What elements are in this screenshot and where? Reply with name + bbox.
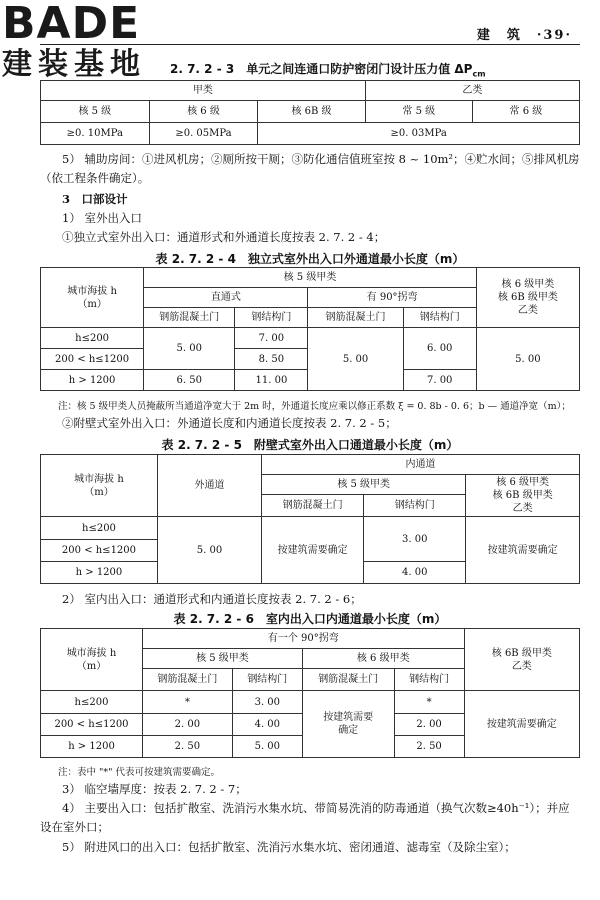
t3-val: ≥0. 05MPa [149, 123, 258, 145]
t6-head-city: 城市海拔 h （m） [41, 629, 143, 691]
table-3 [40, 80, 580, 145]
table-4-caption: 表 2. 7. 2 - 4 独立式室外出入口外通道最小长度（m） [155, 252, 465, 266]
table-4 [40, 267, 580, 391]
t3-col: 核 5 级 [41, 101, 150, 123]
t6-cell: 2. 50 [394, 735, 464, 757]
para-attached-entrance: ②附壁式室外出入口：外通道长度和内通道长度按表 2. 7. 2 - 5； [62, 416, 397, 430]
t3-val: ≥0. 10MPa [41, 123, 150, 145]
t6-cell: * [143, 691, 233, 713]
para-air-intake-entrance: 5） 附进风口的出入口：包括扩散室、洗消污水集水坑、密闭通道、滤毒室（及除尘室）； [62, 840, 516, 854]
t4-cell: 5. 00 [144, 328, 235, 370]
t5-row-label: 200 < h≤1200 [41, 539, 158, 561]
t4-head-steel: 钢结构门 [403, 308, 476, 328]
t4-cell: 11. 00 [235, 370, 308, 391]
para-independent-entrance: ①独立式室外出入口：通道形式和外通道长度按表 2. 7. 2 - 4； [62, 230, 386, 244]
t5-head-city: 城市海拔 h （m） [41, 455, 158, 517]
t3-col: 核 6 级 [149, 101, 258, 123]
para-indoor-entrance: 2） 室内出入口：通道形式和内通道长度按表 2. 7. 2 - 6； [62, 592, 362, 606]
t4-head-rc: 钢筋混凝土门 [144, 308, 235, 328]
t3-val: ≥0. 03MPa [258, 123, 580, 145]
table-5-caption: 表 2. 7. 2 - 5 附壁式室外出入口通道最小长度（m） [161, 438, 459, 452]
t6-cell: 按建筑需要 确定 [302, 691, 394, 758]
t5-head-rc: 钢筋混凝土门 [262, 495, 364, 517]
t5-head-k5: 核 5 级甲类 [262, 475, 466, 495]
table-6 [40, 628, 580, 758]
t4-cell: 8. 50 [235, 349, 308, 370]
t6-cell: 2. 00 [143, 713, 233, 735]
t4-row-label: 200 < h≤1200 [41, 349, 144, 370]
header-rule [40, 44, 580, 45]
t3-col: 常 6 级 [472, 101, 579, 123]
t6-head-k6: 核 6 级甲类 [302, 649, 464, 669]
table-4-note: 注：核 5 级甲类人员掩蔽所当通道净宽大于 2m 时，外通道长度应乘以修正系数 ξ = 0. 8b - 0. 6；b — 通道净宽（m）； [58, 401, 571, 412]
para-wall-thickness: 3） 临空墙厚度：按表 2. 7. 2 - 7； [62, 782, 247, 796]
table-3-caption: 2. 7. 2 - 3 单元之间连通口防护密闭门设计压力值 $\Delta P_{cm}$ [170, 62, 486, 79]
t4-cell: 7. 00 [403, 370, 476, 391]
logo-subtitle: 建装基地 [2, 47, 146, 82]
t6-head-rc: 钢筋混凝土门 [143, 669, 233, 691]
t3-group-a: 甲类 [41, 81, 366, 101]
t6-head-right: 核 6B 级甲类 乙类 [464, 629, 579, 691]
t6-head-turn: 有一个 90°拐弯 [143, 629, 465, 649]
t6-head-steel: 钢结构门 [394, 669, 464, 691]
t4-row-label: h≤200 [41, 328, 144, 349]
para-auxiliary-rooms: 5） 辅助房间：①进风机房；②厕所按干厕；③防化通信值班室按 8 ~ 10m²；④贮水间；⑤排风机房（依工程条件确定）。 [40, 152, 580, 185]
t4-row-label: h > 1200 [41, 370, 144, 391]
para-outdoor-entrance: 1） 室外出入口 [62, 211, 142, 225]
t5-cell: 4. 00 [364, 561, 466, 583]
t6-cell: 按建筑需要确定 [464, 691, 579, 758]
t3-col: 常 5 级 [365, 101, 472, 123]
t5-cell: 按建筑需要确定 [466, 517, 580, 584]
t6-head-k5: 核 5 级甲类 [143, 649, 303, 669]
t6-row-label: h≤200 [41, 691, 143, 713]
t3-group-b: 乙类 [365, 81, 579, 101]
t6-cell: 3. 00 [232, 691, 302, 713]
logo-brand: BADE [2, 0, 141, 49]
t5-head-steel: 钢结构门 [364, 495, 466, 517]
page-header: 建 筑 ·39· [476, 28, 572, 43]
t5-row-label: h > 1200 [41, 561, 158, 583]
t5-cell: 5. 00 [157, 517, 261, 584]
t4-cell: 7. 00 [235, 328, 308, 349]
t4-cell: 5. 00 [308, 328, 403, 391]
table-5 [40, 454, 580, 584]
t4-head-k5: 核 5 级甲类 [144, 268, 477, 288]
table-6-note: 注：表中 "*" 代表可按建筑需要确定。 [58, 767, 221, 778]
t6-head-steel: 钢结构门 [232, 669, 302, 691]
t6-row-label: 200 < h≤1200 [41, 713, 143, 735]
table-6-caption: 表 2. 7. 2 - 6 室内出入口内通道最小长度（m） [173, 612, 447, 626]
t5-head-outer: 外通道 [157, 455, 261, 517]
t6-cell: 2. 00 [394, 713, 464, 735]
t4-head-city: 城市海拔 h （m） [41, 268, 144, 328]
t6-row-label: h > 1200 [41, 735, 143, 757]
t4-head-right: 核 6 级甲类 核 6B 级甲类 乙类 [476, 268, 579, 328]
t4-head-turn: 有 90°拐弯 [308, 288, 476, 308]
t6-cell: 4. 00 [232, 713, 302, 735]
t3-col: 核 6B 级 [258, 101, 365, 123]
t5-head-right: 核 6 级甲类 核 6B 级甲类 乙类 [466, 475, 580, 517]
t5-cell: 3. 00 [364, 517, 466, 561]
t5-head-inner: 内通道 [262, 455, 580, 475]
section-heading: 3 口部设计 [62, 192, 128, 206]
t4-head-steel: 钢结构门 [235, 308, 308, 328]
t6-head-rc: 钢筋混凝土门 [302, 669, 394, 691]
t4-cell: 5. 00 [476, 328, 579, 391]
para-main-entrance: 4） 主要出入口：包括扩散室、洗消污水集水坑、带简易洗消的防毒通道（换气次数≥40h⁻¹）；并应设在室外口； [40, 801, 570, 834]
t6-cell: 5. 00 [232, 735, 302, 757]
t4-cell: 6. 50 [144, 370, 235, 391]
t4-cell: 6. 00 [403, 328, 476, 370]
t5-cell: 按建筑需要确定 [262, 517, 364, 584]
brand-logo [2, 2, 180, 82]
t4-head-straight: 直通式 [144, 288, 308, 308]
t5-row-label: h≤200 [41, 517, 158, 539]
t6-cell: 2. 50 [143, 735, 233, 757]
t4-head-rc: 钢筋混凝土门 [308, 308, 403, 328]
t6-cell: * [394, 691, 464, 713]
